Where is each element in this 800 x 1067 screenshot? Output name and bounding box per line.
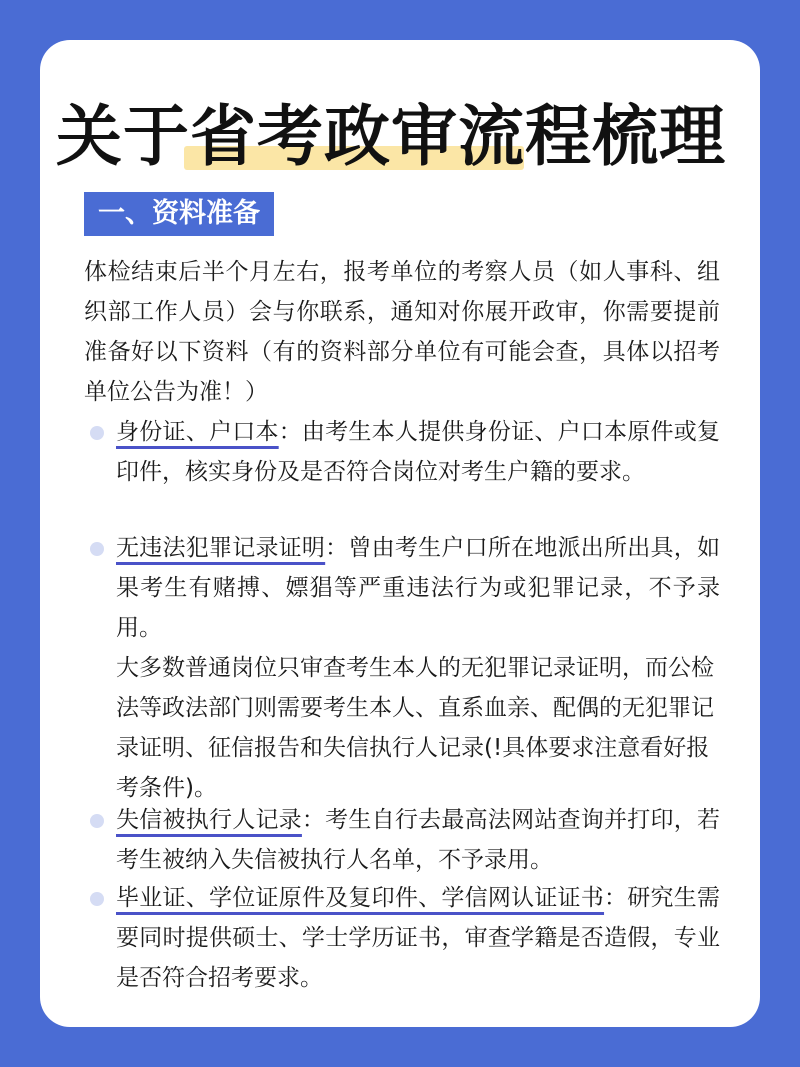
item-description: ：曾由考生户口所在地派出所出具，如果考生有赌搏、嫖猖等严重违法行为或犯罪记录，不予录用。: [116, 535, 721, 641]
bullet-icon: [90, 892, 104, 906]
item-description: ：考生自行去最高法网站查询并打印，若考生被纳入失信被执行人名单，不予录用。: [116, 807, 721, 873]
page-title: 关于省考政审流程梳理: [56, 98, 726, 175]
bullet-icon: [90, 426, 104, 440]
section-heading: 一、资料准备: [84, 192, 274, 236]
item-description: ：研究生需要同时提供硕士、学士学历证书，审查学籍是否造假，专业是否符合招考要求。: [116, 885, 721, 991]
bullet-icon: [90, 814, 104, 828]
list-item-id-card: [84, 412, 720, 492]
note-paragraph: 大多数普通岗位只审查考生本人的无犯罪记录证明，而公检法等政法部门则需要考生本人、直系血亲、配偶的无犯罪记录证明、征信报告和失信执行人记录(!具体要求注意看好报考条件)。: [116, 655, 714, 801]
item-keyword: 身份证、户口本: [116, 419, 279, 445]
title-block: [56, 92, 746, 182]
item-keyword: 失信被执行人记录: [116, 807, 302, 833]
intro-paragraph: 体检结束后半个月左右，报考单位的考察人员（如人事科、组织部工作人员）会与你联系，通知对你展开政审，你需要提前准备好以下资料（有的资料部分单位有可能会查，具体以招考单位公告为准！）: [84, 259, 720, 405]
bullet-icon: [90, 542, 104, 556]
list-item-dishonest-record: [84, 800, 720, 880]
item-keyword: 毕业证、学位证原件及复印件、学信网认证证书: [116, 885, 605, 911]
item-keyword: 无违法犯罪记录证明: [116, 535, 326, 561]
item-description: ：由考生本人提供身份证、户口本原件或复印件，核实身份及是否符合岗位对考生户籍的要求。: [116, 419, 721, 485]
list-item-no-crime-record: [84, 528, 720, 648]
list-item-diploma: [84, 878, 720, 998]
